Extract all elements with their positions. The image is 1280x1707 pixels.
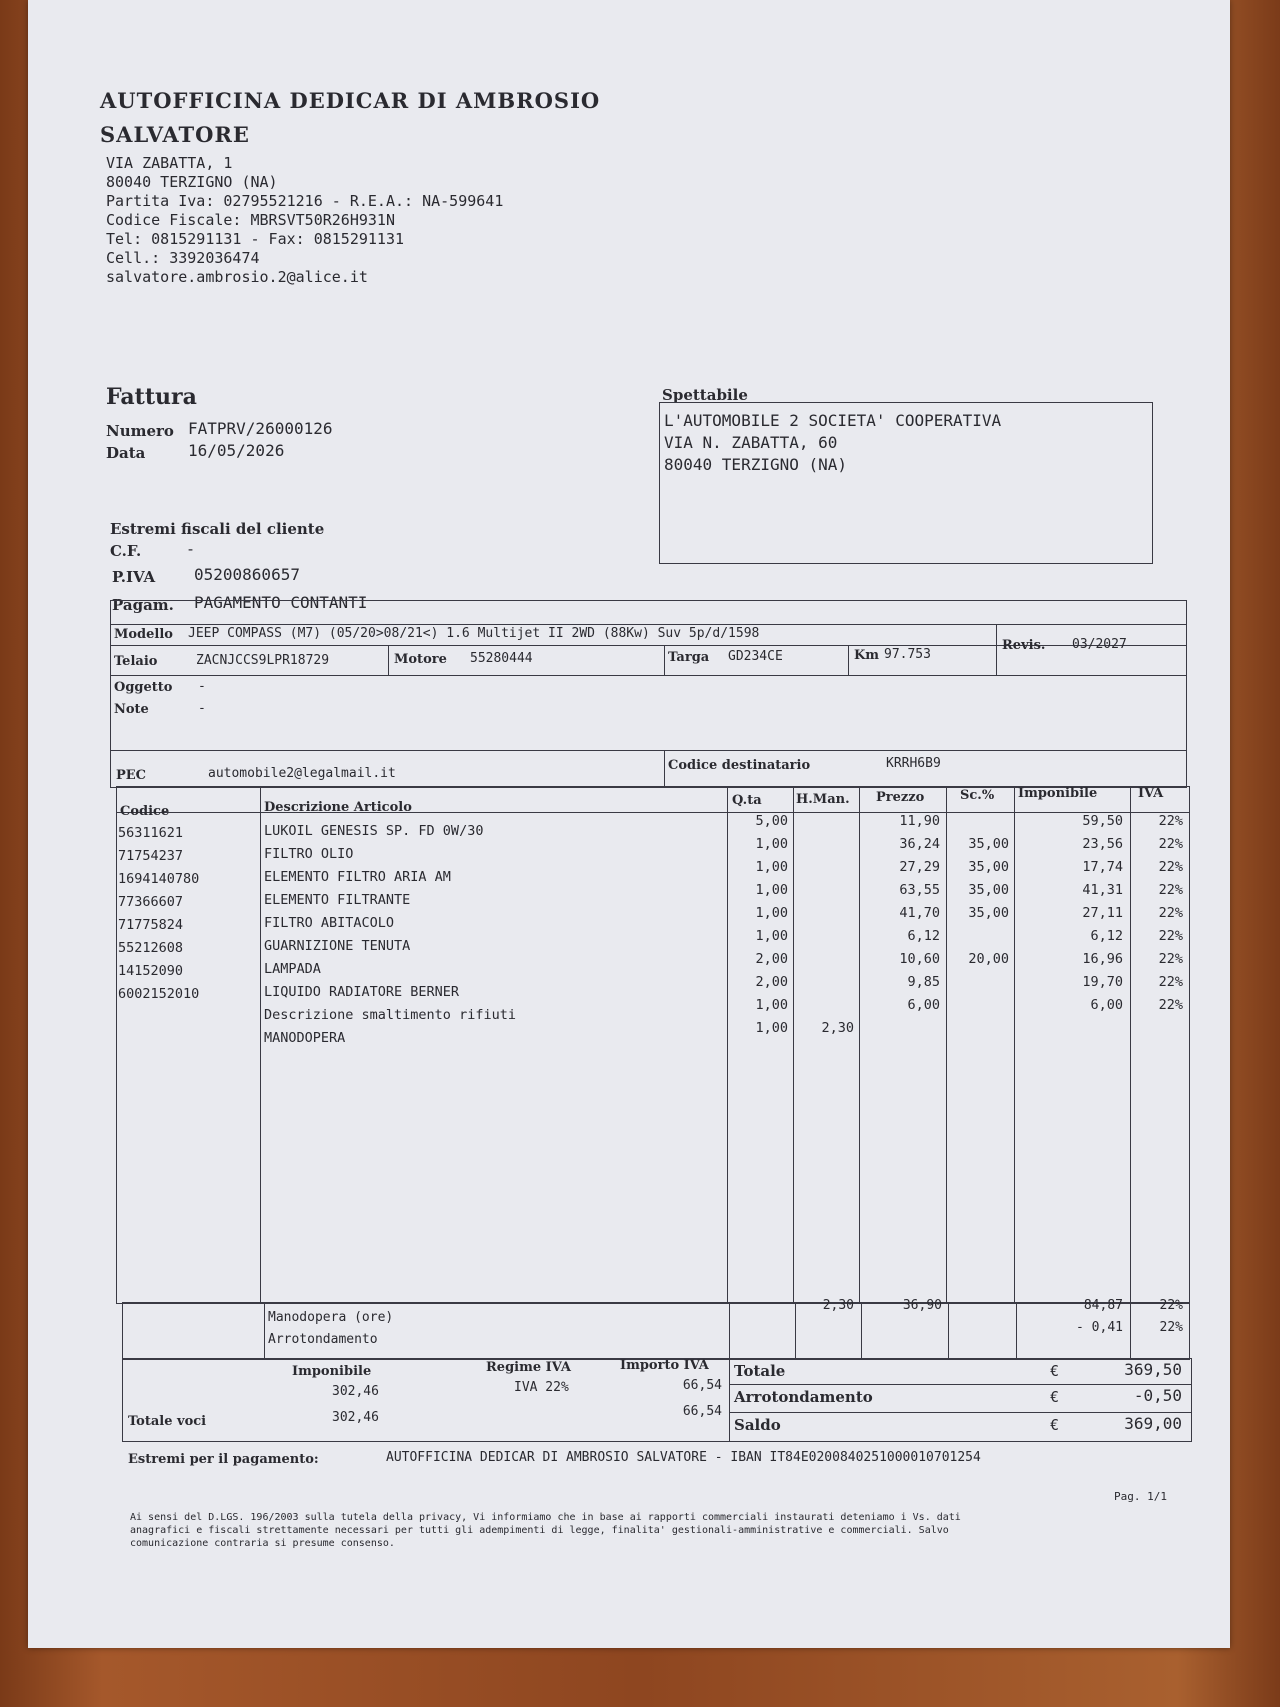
notes-label: Note bbox=[114, 702, 149, 717]
item-price: 6,00 bbox=[907, 997, 940, 1013]
privacy-line2: anagrafici e fiscali strettamente necessari per tutti gli adempimenti di legge, finalita' gestionali-amministrative e commerciali. Salvo bbox=[130, 1525, 949, 1536]
item-code: 14152090 bbox=[118, 963, 184, 979]
item-discount bbox=[947, 925, 1009, 948]
subject-value: - bbox=[198, 679, 206, 694]
balance-value: 369,00 bbox=[1124, 1414, 1182, 1433]
hman-column bbox=[794, 810, 854, 1040]
item-vat: 22% bbox=[1158, 928, 1183, 944]
pec-label: PEC bbox=[116, 768, 147, 783]
item-code: 1694140780 bbox=[118, 871, 200, 887]
item-taxable: 16,96 bbox=[1082, 951, 1123, 967]
revis-label: Revis. bbox=[1002, 638, 1046, 653]
company-tax-code: Codice Fiscale: MBRSVT50R26H931N bbox=[106, 211, 395, 229]
company-vat: Partita Iva: 02795521216 - R.E.A.: NA-599641 bbox=[106, 192, 504, 210]
privacy-line1: Ai sensi del D.LGS. 196/2003 sulla tutela della privacy, Vi informiamo che in base ai rapporti commerciali instaurati deteniamo i Vs. dati bbox=[130, 1512, 961, 1523]
invoice-title: Fattura bbox=[106, 384, 197, 410]
invoice-sheet bbox=[28, 0, 1230, 1648]
item-price: 36,24 bbox=[899, 836, 940, 852]
dest-code-value: KRRH6B9 bbox=[886, 756, 941, 771]
item-taxable: 41,31 bbox=[1082, 882, 1123, 898]
model-value: JEEP COMPASS (M7) (05/20>08/21<) 1.6 Multijet II 2WD (88Kw) Suv 5p/d/1598 bbox=[188, 626, 760, 641]
company-city: 80040 TERZIGNO (NA) bbox=[106, 173, 278, 191]
taxable-column bbox=[1015, 810, 1123, 1017]
item-qty: 1,00 bbox=[755, 1020, 788, 1036]
labor-hours-label: Manodopera (ore) bbox=[268, 1310, 394, 1325]
item-description: FILTRO ABITACOLO bbox=[264, 915, 395, 931]
recipient-city: 80040 TERZIGNO (NA) bbox=[664, 455, 848, 474]
item-hman bbox=[794, 902, 854, 925]
header-vat: IVA bbox=[1138, 786, 1164, 801]
item-qty: 1,00 bbox=[755, 928, 788, 944]
recipient-label: Spettabile bbox=[662, 386, 748, 404]
balance-label: Saldo bbox=[734, 1416, 781, 1434]
item-taxable: 17,74 bbox=[1082, 859, 1123, 875]
revis-value: 03/2027 bbox=[1072, 637, 1127, 652]
recipient-name: L'AUTOMOBILE 2 SOCIETA' COOPERATIVA bbox=[664, 411, 1002, 430]
summary-taxable: 302,46 bbox=[332, 1384, 379, 1399]
item-discount: 20,00 bbox=[968, 951, 1009, 967]
header-price: Prezzo bbox=[876, 790, 925, 805]
company-email: salvatore.ambrosio.2@alice.it bbox=[106, 268, 368, 286]
item-discount bbox=[947, 971, 1009, 994]
item-vat: 22% bbox=[1158, 974, 1183, 990]
plate-label: Targa bbox=[668, 650, 710, 665]
item-qty: 1,00 bbox=[755, 882, 788, 898]
item-price: 63,55 bbox=[899, 882, 940, 898]
item-qty: 5,00 bbox=[755, 813, 788, 829]
currency-symbol: € bbox=[1050, 1388, 1060, 1406]
item-qty: 1,00 bbox=[755, 997, 788, 1013]
item-code: 71775824 bbox=[118, 917, 184, 933]
dest-code-label: Codice destinatario bbox=[668, 758, 811, 773]
model-label: Modello bbox=[114, 627, 173, 642]
item-description: ELEMENTO FILTRO ARIA AM bbox=[264, 869, 451, 885]
item-discount bbox=[947, 810, 1009, 833]
item-code: 6002152010 bbox=[118, 986, 200, 1002]
header-code: Codice bbox=[120, 804, 170, 819]
notes-value: - bbox=[198, 701, 206, 716]
total-label: Totale bbox=[734, 1362, 786, 1380]
labor-hours: 2,30 bbox=[822, 1298, 854, 1313]
item-taxable: 27,11 bbox=[1082, 905, 1123, 921]
item-description: GUARNIZIONE TENUTA bbox=[264, 938, 411, 954]
client-cf: - bbox=[186, 540, 196, 558]
payment-details-value: AUTOFFICINA DEDICAR DI AMBROSIO SALVATORE - IBAN IT84E0200840251000010701254 bbox=[386, 1450, 981, 1465]
item-price: 10,60 bbox=[899, 951, 940, 967]
chassis-label: Telaio bbox=[114, 654, 158, 669]
chassis-value: ZACNJCCS9LPR18729 bbox=[196, 653, 330, 668]
company-name-line2: SALVATORE bbox=[100, 122, 250, 147]
item-code: 77366607 bbox=[118, 894, 184, 910]
labor-taxable: 84,87 bbox=[1083, 1298, 1123, 1313]
client-payment: PAGAMENTO CONTANTI bbox=[194, 593, 368, 612]
item-description: LIQUIDO RADIATORE BERNER bbox=[264, 984, 460, 1000]
summary-vat-amount: 66,54 bbox=[682, 1378, 722, 1393]
item-hman bbox=[794, 810, 854, 833]
company-name-line1: AUTOFFICINA DEDICAR DI AMBROSIO bbox=[100, 88, 601, 113]
item-price: 6,12 bbox=[907, 928, 940, 944]
invoice-date: 16/05/2026 bbox=[188, 441, 285, 460]
company-address: VIA ZABATTA, 1 bbox=[106, 154, 233, 172]
item-taxable: 19,70 bbox=[1082, 974, 1123, 990]
item-vat: 22% bbox=[1158, 997, 1183, 1013]
currency-symbol: € bbox=[1050, 1416, 1060, 1434]
page-number: Pag. 1/1 bbox=[1114, 1490, 1167, 1503]
item-description: ELEMENTO FILTRANTE bbox=[264, 892, 411, 908]
client-fiscal-title: Estremi fiscali del cliente bbox=[110, 520, 325, 538]
labor-rounding-label: Arrotondamento bbox=[268, 1332, 378, 1347]
item-price: 9,85 bbox=[907, 974, 940, 990]
item-hman bbox=[794, 833, 854, 856]
km-value: 97.753 bbox=[884, 647, 931, 662]
labor-rate: 36,90 bbox=[902, 1298, 942, 1313]
item-discount: 35,00 bbox=[968, 859, 1009, 875]
total-items-vat: 66,54 bbox=[682, 1404, 722, 1419]
payment-details-label: Estremi per il pagamento: bbox=[128, 1452, 319, 1467]
descriptions-column bbox=[264, 820, 516, 1050]
item-description: LUKOIL GENESIS SP. FD 0W/30 bbox=[264, 823, 484, 839]
rounding-vat: 22% bbox=[1159, 1320, 1183, 1335]
rounding-value: - 0,41 bbox=[1076, 1320, 1123, 1335]
rounding-label: Arrotondamento bbox=[734, 1388, 873, 1406]
item-hman bbox=[794, 994, 854, 1017]
item-hman: 2,30 bbox=[821, 1020, 854, 1036]
discount-column bbox=[947, 810, 1009, 1017]
item-code: 55212608 bbox=[118, 940, 184, 956]
item-discount: 35,00 bbox=[968, 836, 1009, 852]
recipient-address: VIA N. ZABATTA, 60 bbox=[664, 433, 838, 452]
invoice-date-label: Data bbox=[106, 444, 146, 462]
summary-taxable-label: Imponibile bbox=[292, 1364, 372, 1379]
item-taxable: 23,56 bbox=[1082, 836, 1123, 852]
item-hman bbox=[794, 856, 854, 879]
invoice-number-label: Numero bbox=[106, 422, 174, 440]
item-price: 11,90 bbox=[899, 813, 940, 829]
total-items-label: Totale voci bbox=[128, 1414, 207, 1429]
summary-regime-label: Regime IVA bbox=[486, 1360, 571, 1375]
total-items-taxable: 302,46 bbox=[332, 1410, 379, 1425]
item-discount: 35,00 bbox=[968, 905, 1009, 921]
item-vat: 22% bbox=[1158, 836, 1183, 852]
client-cf-label: C.F. bbox=[110, 542, 142, 560]
item-description: MANODOPERA bbox=[264, 1030, 346, 1046]
vat-column bbox=[1131, 810, 1183, 1017]
item-hman bbox=[794, 925, 854, 948]
company-cell: Cell.: 3392036474 bbox=[106, 249, 260, 267]
recipient-box bbox=[659, 402, 1153, 564]
item-vat: 22% bbox=[1158, 813, 1183, 829]
qty-column bbox=[728, 810, 788, 1040]
currency-symbol: € bbox=[1050, 1362, 1060, 1380]
item-taxable: 6,12 bbox=[1090, 928, 1123, 944]
header-qty: Q.ta bbox=[732, 793, 762, 808]
item-code: 71754237 bbox=[118, 848, 184, 864]
item-code: 56311621 bbox=[118, 825, 184, 841]
header-taxable: Imponibile bbox=[1018, 786, 1098, 801]
item-vat: 22% bbox=[1158, 905, 1183, 921]
item-qty: 1,00 bbox=[755, 859, 788, 875]
summary-regime: IVA 22% bbox=[514, 1380, 569, 1395]
rounding-total: -0,50 bbox=[1133, 1386, 1182, 1405]
item-hman bbox=[794, 879, 854, 902]
summary-vat-label: Importo IVA bbox=[620, 1358, 709, 1373]
item-qty: 2,00 bbox=[755, 974, 788, 990]
codes-column bbox=[118, 822, 199, 1006]
item-description: Descrizione smaltimento rifiuti bbox=[264, 1007, 516, 1023]
header-description: Descrizione Articolo bbox=[264, 800, 412, 815]
plate-value: GD234CE bbox=[728, 649, 783, 664]
item-price: 41,70 bbox=[899, 905, 940, 921]
company-phone: Tel: 0815291131 - Fax: 0815291131 bbox=[106, 230, 405, 248]
item-discount bbox=[947, 994, 1009, 1017]
item-vat: 22% bbox=[1158, 859, 1183, 875]
item-qty: 1,00 bbox=[755, 836, 788, 852]
client-piva: 05200860657 bbox=[194, 565, 300, 584]
item-price: 27,29 bbox=[899, 859, 940, 875]
client-payment-label: Pagam. bbox=[112, 596, 174, 614]
item-vat: 22% bbox=[1158, 951, 1183, 967]
engine-label: Motore bbox=[394, 652, 447, 667]
item-hman bbox=[794, 971, 854, 994]
total-value: 369,50 bbox=[1124, 1360, 1182, 1379]
pec-value: automobile2@legalmail.it bbox=[208, 766, 396, 781]
item-description: LAMPADA bbox=[264, 961, 321, 977]
item-description: FILTRO OLIO bbox=[264, 846, 354, 862]
invoice-number: FATPRV/26000126 bbox=[188, 419, 333, 438]
item-vat: 22% bbox=[1158, 882, 1183, 898]
engine-value: 55280444 bbox=[470, 651, 533, 666]
labor-vat: 22% bbox=[1159, 1298, 1183, 1313]
header-discount: Sc.% bbox=[960, 788, 995, 803]
item-qty: 2,00 bbox=[755, 951, 788, 967]
price-column bbox=[860, 810, 940, 1017]
item-hman bbox=[794, 948, 854, 971]
km-label: Km bbox=[854, 648, 880, 663]
item-taxable: 6,00 bbox=[1090, 997, 1123, 1013]
client-piva-label: P.IVA bbox=[112, 568, 156, 586]
subject-label: Oggetto bbox=[114, 680, 173, 695]
item-qty: 1,00 bbox=[755, 905, 788, 921]
item-taxable: 59,50 bbox=[1082, 813, 1123, 829]
privacy-line3: comunicazione contraria si presume consenso. bbox=[130, 1538, 395, 1549]
item-discount: 35,00 bbox=[968, 882, 1009, 898]
header-hman: H.Man. bbox=[796, 792, 850, 807]
